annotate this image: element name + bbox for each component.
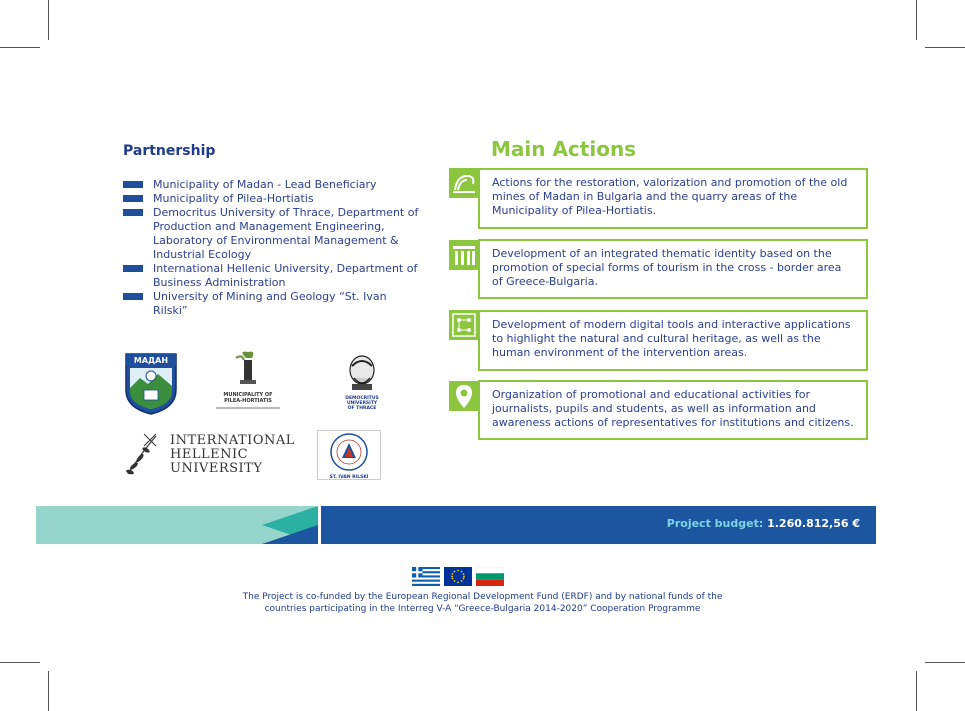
action-text: Development of modern digital tools and interactive applications to highlight the natural and cultural heritage, as well as the human environment of the intervention areas.	[492, 318, 851, 359]
band-decor-triangle	[262, 525, 318, 544]
greece-flag-icon	[412, 567, 440, 586]
budget-value: 1.260.812,56 €	[767, 517, 860, 530]
tree-icon	[216, 350, 280, 388]
partner-list	[123, 178, 423, 318]
action-text: Organization of promotional and educational activities for journalists, pupils and students, as well as information and awareness actions of representatives for institutions and citizens.	[492, 388, 854, 429]
partner-item	[123, 192, 423, 206]
ihu-logo-text: HELLENIC	[170, 447, 249, 462]
bullet-icon	[123, 195, 143, 202]
footer-line: countries participating in the Interreg V-A “Greece-Bulgaria 2014-2020” Cooperation Programme	[264, 604, 701, 614]
bullet-icon	[123, 293, 143, 300]
partner-label: Municipality of Madan - Lead Beneficiary	[153, 178, 377, 191]
partner-item	[123, 290, 423, 318]
budget-band	[321, 506, 876, 544]
mine-icon	[449, 168, 479, 198]
partner-label: University of Mining and Geology “St. Ivan Rilski”	[153, 290, 387, 317]
partner-label: Democritus University of Thrace, Department of Production and Management Engineering, Laboratory of Environmental Management & Industrial Ecology	[153, 206, 419, 261]
action-text: Actions for the restoration, valorization and promotion of the old mines of Madan in Bulgaria and the quarry areas of the Municipality of Pilea-Hortiatis.	[492, 176, 848, 217]
madan-crest-text: МАДАН	[133, 356, 169, 365]
olive-branch-icon	[122, 432, 162, 480]
duth-logo-text: OF THRACE	[347, 406, 377, 411]
identity-icon	[449, 240, 479, 270]
crop-mark	[916, 0, 917, 40]
action-text: Development of an integrated thematic identity based on the promotion of special forms of tourism in the cross - border area of Greece-Bulgaria.	[492, 247, 842, 288]
duth-logo-text: UNIVERSITY	[346, 401, 378, 406]
budget-label: Project budget:	[666, 517, 764, 530]
eu-flag-icon	[444, 567, 472, 586]
mining-university-logo	[317, 430, 381, 480]
crop-mark	[48, 0, 49, 40]
partner-label: International Hellenic University, Department of Business Administration	[153, 262, 418, 289]
crop-mark	[925, 662, 965, 663]
partner-item	[123, 178, 423, 192]
bullet-icon	[123, 181, 143, 188]
partner-item	[123, 262, 423, 290]
crop-mark	[916, 671, 917, 711]
cofunding-note	[200, 591, 765, 615]
partner-item	[123, 206, 423, 262]
madan-crest-logo	[122, 352, 180, 416]
action-card	[478, 168, 868, 229]
main-actions-heading: Main Actions	[491, 137, 637, 161]
democritus-bust-icon	[330, 354, 394, 392]
mining-logo-text: ST. IVAN RILSKI	[329, 475, 369, 480]
action-card	[478, 239, 868, 299]
ihu-logo-text: UNIVERSITY	[170, 461, 263, 476]
bullet-icon	[123, 265, 143, 272]
partner-logos	[120, 350, 400, 485]
pilea-logo-text: PILEA-HORTIATIS	[224, 398, 272, 404]
pilea-logo-rule	[216, 407, 280, 409]
pilea-logo-text: MUNICIPALITY OF	[223, 392, 273, 398]
partnership-heading: Partnership	[123, 143, 216, 159]
ihu-logo-text: INTERNATIONAL	[170, 433, 295, 448]
pilea-hortiatis-logo	[216, 350, 280, 416]
action-card	[478, 380, 868, 440]
bulgaria-flag-icon	[476, 567, 504, 586]
duth-logo-text: DEMOCRITUS	[345, 396, 379, 401]
bullet-icon	[123, 209, 143, 216]
crop-mark	[48, 671, 49, 711]
project-budget	[667, 517, 860, 530]
crop-mark	[0, 662, 40, 663]
location-pin-icon	[449, 381, 479, 411]
flags-row	[412, 567, 504, 586]
digital-tools-icon	[449, 310, 479, 340]
ihu-logo	[122, 432, 295, 480]
footer-line: The Project is co-funded by the European Regional Development Fund (ERDF) and by national funds of the	[242, 592, 723, 602]
partner-label: Municipality of Pilea-Hortiatis	[153, 192, 314, 205]
crop-mark	[0, 47, 40, 48]
mining-seal-icon	[318, 431, 380, 471]
crop-mark	[925, 47, 965, 48]
action-card	[478, 310, 868, 371]
democritus-logo	[330, 354, 394, 414]
